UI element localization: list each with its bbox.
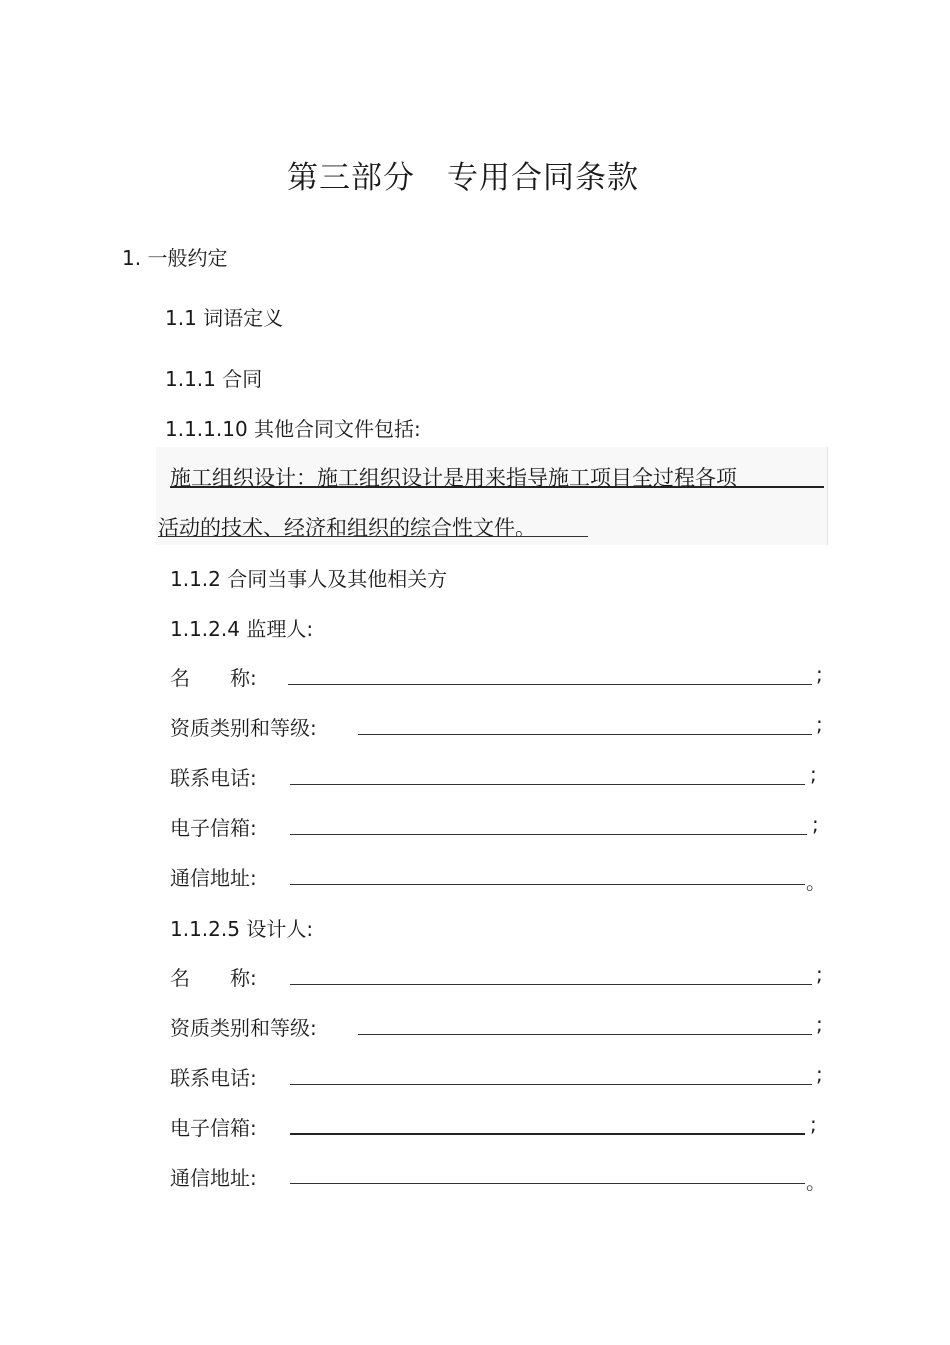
designer-phone-end: ;: [816, 1062, 823, 1086]
section-heading-general: 1. 一般约定: [122, 246, 228, 270]
contract-docs-underline-1: [170, 486, 824, 488]
designer-phone-field[interactable]: [290, 1084, 812, 1085]
contract-docs-line-2: 活动的技术、经济和组织的综合性文件。: [158, 516, 536, 540]
supervisor-phone-field[interactable]: [290, 784, 805, 785]
designer-email-label: 电子信箱:: [170, 1116, 257, 1140]
designer-name-label: 名 称:: [170, 966, 257, 990]
section-heading-other-docs: 1.1.1.10 其他合同文件包括:: [165, 417, 421, 441]
designer-address-field[interactable]: [290, 1183, 805, 1184]
supervisor-email-field[interactable]: [290, 834, 807, 835]
designer-phone-label: 联系电话:: [170, 1066, 257, 1090]
supervisor-address-field[interactable]: [290, 884, 805, 885]
designer-name-field[interactable]: [290, 984, 812, 985]
supervisor-email-label: 电子信箱:: [170, 816, 257, 840]
designer-name-end: ;: [816, 962, 823, 986]
designer-qualification-label: 资质类别和等级:: [170, 1016, 317, 1040]
supervisor-email-end: ;: [812, 812, 819, 836]
contract-docs-underline-2: [158, 536, 588, 537]
supervisor-heading: 1.1.2.4 监理人:: [170, 617, 314, 641]
supervisor-phone-label: 联系电话:: [170, 766, 257, 790]
designer-qualification-end: ;: [816, 1012, 823, 1036]
section-heading-parties: 1.1.2 合同当事人及其他相关方: [170, 567, 448, 591]
designer-qualification-field[interactable]: [358, 1034, 812, 1035]
designer-address-label: 通信地址:: [170, 1166, 257, 1190]
page-title: 第三部分 专用合同条款: [287, 160, 639, 196]
supervisor-qualification-label: 资质类别和等级:: [170, 716, 317, 740]
supervisor-phone-end: ;: [810, 762, 817, 786]
designer-heading: 1.1.2.5 设计人:: [170, 917, 314, 941]
section-heading-contract: 1.1.1 合同: [165, 367, 263, 391]
supervisor-name-label: 名 称:: [170, 666, 257, 690]
designer-email-end: ;: [810, 1112, 817, 1136]
supervisor-name-end: ;: [816, 662, 823, 686]
supervisor-name-field[interactable]: [288, 684, 812, 685]
supervisor-qualification-field[interactable]: [358, 734, 812, 735]
designer-email-field[interactable]: [290, 1133, 805, 1135]
designer-address-end: 。: [806, 1170, 826, 1194]
section-heading-definitions: 1.1 词语定义: [165, 306, 284, 330]
contract-docs-line-1: 施工组织设计：施工组织设计是用来指导施工项目全过程各项: [170, 466, 737, 490]
supervisor-address-end: 。: [806, 870, 826, 894]
supervisor-qualification-end: ;: [816, 712, 823, 736]
supervisor-address-label: 通信地址:: [170, 866, 257, 890]
